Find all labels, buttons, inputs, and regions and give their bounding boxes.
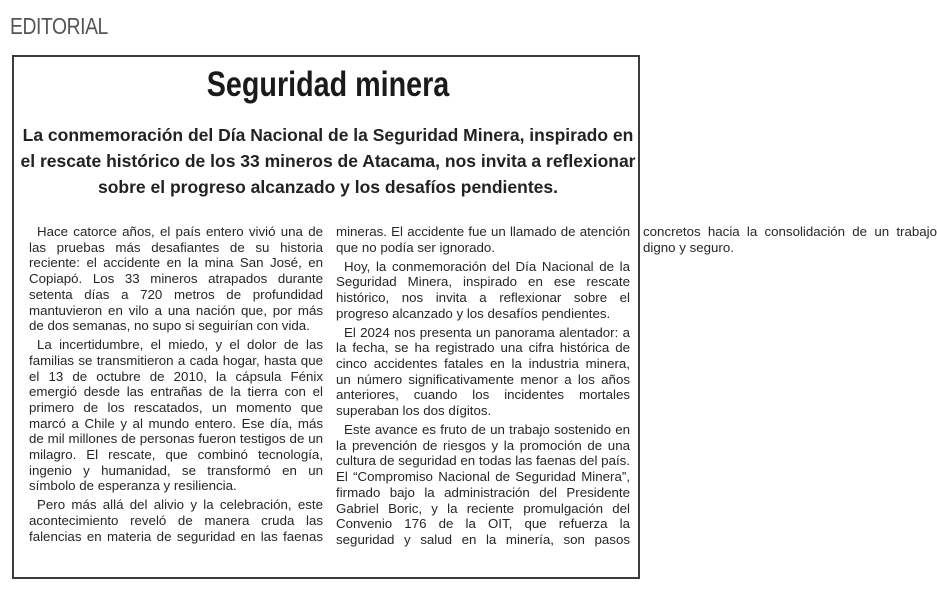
section-label: EDITORIAL xyxy=(10,13,108,39)
lead-paragraph: La conmemoración del Día Nacional de la Seguridad Minera, inspirado en el rescate histórico de los 33 mineros de Atacama, nos invita a reflexionar sobre el progreso alcanzado y los desafíos pendientes. xyxy=(20,125,636,197)
body-paragraph: El 2024 nos presenta un panorama alentador: a la fecha, se ha registrado una cifra histórica de cinco accidentes fatales en la industria minera, un número significativamente menor a los años anteriores, cuando los incidentes mortales superaban los dos dígitos. xyxy=(336,324,630,419)
body-paragraph: Este avance es fruto de un trabajo sostenido en la prevención de riesgos y la promoción de una cultura de seguridad en todas las faenas del país. El “Compromiso Nacional de Seguridad Minera”, firmado bajo la administración del Presidente Gabriel Boric, y la reciente promulgación del Convenio 176 de la OIT, que refuerza la seguridad y salud en la minería, son pasos concretos hacia la consolidación de un trabajo digno y seguro. xyxy=(336,224,937,547)
body-paragraph: Hoy, la conmemoración del Día Nacional de la Seguridad Minera, inspirado en ese rescate histórico, nos invita a reflexionar sobre el progreso alcanzado y los desafíos pendientes. xyxy=(336,258,630,321)
body-paragraph: Pero más allá del alivio y la celebración, este acontecimiento reveló de manera cruda las falencias en materia de seguridad en las faenas mineras. El accidente fue un llamado de atención que no podía ser ignorado. xyxy=(29,224,630,544)
body-paragraph: Hace catorce años, el país entero vivió una de las pruebas más desafiantes de su historia reciente: el accidente en la mina San José, en Copiapó. Los 33 mineros atrapados durante setenta días a 720 metros de profundidad mantuvieron en vilo a una nación que, por más de dos semanas, no supo si seguirían con vida. xyxy=(29,224,323,334)
article-body xyxy=(29,224,937,564)
body-paragraph: La incertidumbre, el miedo, y el dolor de las familias se transmitieron a cada hogar, hasta que el 13 de octubre de 2010, la cápsula Fénix emergió desde las entrañas de la tierra con el primero de los rescatados, un momento que marcó a Chile y al mundo entero. Ese día, más de mil millones de personas fueron testigos de un milagro. El rescate, que combinó tecnología, ingenio y humanidad, se transformó en un símbolo de esperanza y resiliencia. xyxy=(29,337,323,494)
headline: Seguridad minera xyxy=(206,65,450,104)
